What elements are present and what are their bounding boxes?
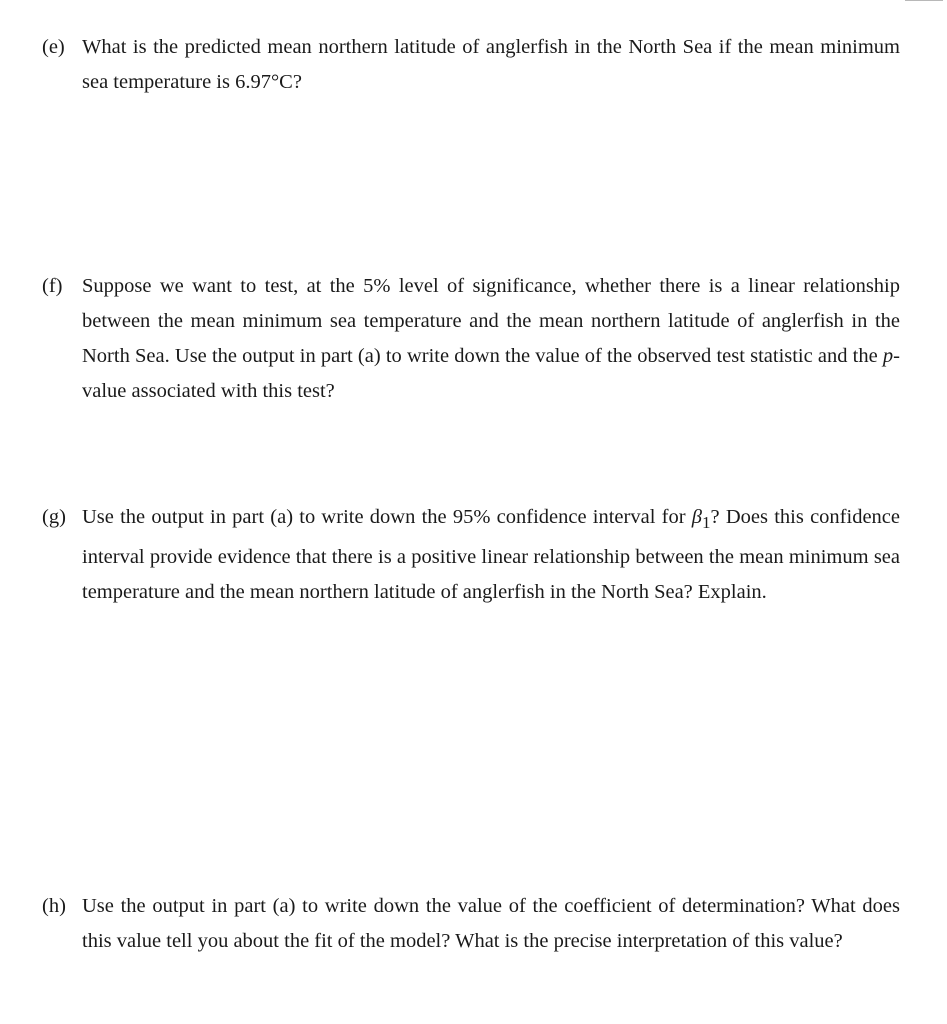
question-label: (f) — [42, 275, 63, 297]
p-symbol: p — [882, 345, 894, 367]
question-text-part: -value associated with this test? — [82, 345, 900, 402]
question-g — [42, 500, 900, 610]
question-text — [82, 500, 900, 610]
question-text-part: ? Does this confidence interval provide evidence that there is a positive linear relationship between the mean minimum sea temperature and the mean northern latitude of anglerfish in the North Sea? Explain. — [82, 506, 900, 604]
question-label: (g) — [42, 506, 66, 528]
beta-symbol: β — [691, 506, 702, 528]
question-label: (e) — [42, 36, 65, 58]
page-corner-mark — [905, 0, 943, 4]
question-f — [42, 269, 900, 409]
question-text-part: Use the output in part (a) to write down the 95% confidence interval for — [82, 506, 692, 528]
question-text-part: Suppose we want to test, at the 5% level of significance, whether there is a linear relationship between the mean minimum sea temperature and the mean northern latitude of anglerfish in the North Sea. Use the output in part (a) to write down the value of the observed test statistic and the — [82, 275, 900, 367]
beta-subscript: 1 — [701, 513, 711, 533]
question-h — [42, 889, 900, 959]
question-text: Use the output in part (a) to write down the value of the coefficient of determination? What does this value tell you about the fit of the model? What is the precise interpretation of this value? — [82, 895, 900, 952]
question-e — [42, 30, 900, 100]
question-label: (h) — [42, 895, 66, 917]
question-text — [82, 269, 900, 409]
question-text: What is the predicted mean northern latitude of anglerfish in the North Sea if the mean minimum sea temperature is 6.97°C? — [82, 36, 900, 93]
